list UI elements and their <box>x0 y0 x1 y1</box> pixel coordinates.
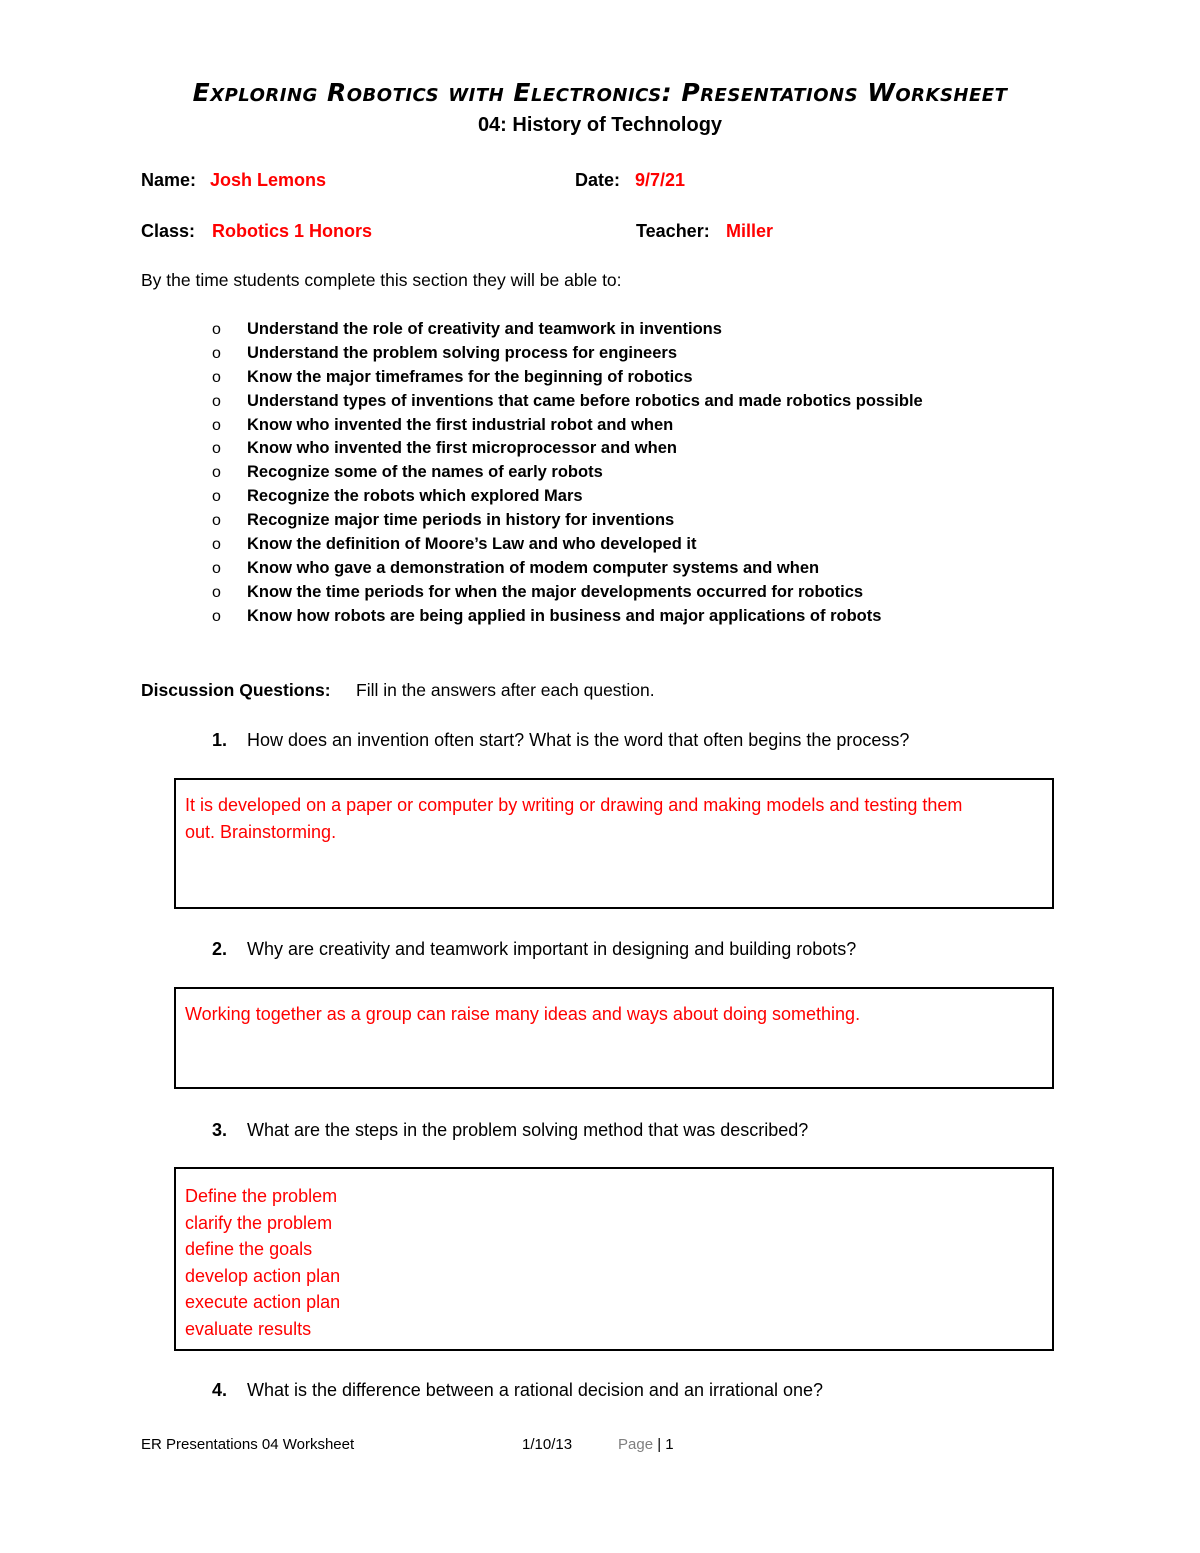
name-value: Josh Lemons <box>210 170 327 190</box>
footer-page <box>618 1436 674 1453</box>
objective-item <box>212 318 923 342</box>
bullet-icon: o <box>212 392 221 410</box>
page-separator: | <box>657 1436 662 1453</box>
objective-item <box>212 533 923 557</box>
answer-box[interactable] <box>174 1167 1054 1351</box>
question-number: 1. <box>212 730 228 750</box>
objective-text: Know how robots are being applied in business and major applications of robots <box>247 606 882 625</box>
bullet-icon: o <box>212 488 221 506</box>
bullet-icon: o <box>212 607 221 625</box>
bullet-icon: o <box>212 559 221 577</box>
bullet-icon: o <box>212 464 221 482</box>
discussion-label: Discussion Questions: <box>141 680 331 700</box>
bullet-icon: o <box>212 536 221 554</box>
page-number: 1 <box>665 1436 674 1453</box>
objective-text: Recognize the robots which explored Mars <box>247 487 583 506</box>
objective-text: Recognize major time periods in history for inventions <box>247 511 675 530</box>
objective-text: Understand types of inventions that came before robotics and made robotics possible <box>247 391 923 410</box>
class-value: Robotics 1 Honors <box>212 221 373 241</box>
worksheet-subtitle: 04: History of Technology <box>477 114 723 136</box>
objective-text: Understand the role of creativity and teamwork in inventions <box>247 320 722 338</box>
objective-item <box>212 366 923 390</box>
answer-text: Working together as a group can raise many ideas and ways about doing something. <box>185 1004 861 1024</box>
objective-text: Recognize some of the names of early robots <box>247 463 603 482</box>
objective-text: Understand the problem solving process for engineers <box>247 343 678 362</box>
date-label: Date: <box>575 170 621 190</box>
objective-item <box>212 461 923 485</box>
bullet-icon: o <box>212 512 221 530</box>
page-label: Page <box>618 1436 654 1453</box>
footer-date: 1/10/13 <box>522 1436 573 1453</box>
bullet-icon: o <box>212 368 221 386</box>
bullet-icon: o <box>212 440 221 458</box>
objective-item <box>212 485 923 509</box>
discussion-instructions: Fill in the answers after each question. <box>356 680 655 700</box>
objective-item <box>212 414 923 438</box>
bullet-icon: o <box>212 344 221 362</box>
objective-item <box>212 390 923 414</box>
objective-item <box>212 605 923 629</box>
objective-text: Know who invented the first microprocessor and when <box>247 439 677 458</box>
answer-box[interactable] <box>174 987 1054 1089</box>
objectives-list <box>212 318 923 629</box>
worksheet-title: Exploring Robotics with Electronics: Presentations Worksheet <box>192 78 1008 107</box>
objective-text: Know the major timeframes for the beginning of robotics <box>247 367 693 386</box>
answer-box[interactable] <box>174 778 1054 909</box>
question-text: How does an invention often start? What is the word that often begins the process? <box>247 730 910 750</box>
objective-item <box>212 557 923 581</box>
objective-item <box>212 509 923 533</box>
bullet-icon: o <box>212 321 221 338</box>
bullet-icon: o <box>212 583 221 601</box>
objective-item <box>212 342 923 366</box>
objective-text: Know the definition of Moore’s Law and who developed it <box>247 535 697 554</box>
bullet-icon: o <box>212 416 221 434</box>
question-number: 3. <box>212 1120 228 1140</box>
question-number: 2. <box>212 939 228 959</box>
answer-text: It is developed on a paper or computer by writing or drawing and making models and testing them out. Brainstorming. <box>185 795 963 842</box>
answer-text: Define the problem clarify the problem define the goals develop action plan execute action plan evaluate results <box>185 1186 341 1339</box>
date-value: 9/7/21 <box>635 170 686 190</box>
teacher-value: Miller <box>726 221 774 241</box>
name-label: Name: <box>141 170 197 190</box>
objective-item <box>212 437 923 461</box>
objective-item <box>212 581 923 605</box>
objective-text: Know the time periods for when the major developments occurred for robotics <box>247 582 864 601</box>
question-text: Why are creativity and teamwork important in designing and building robots? <box>247 939 857 959</box>
teacher-label: Teacher: <box>636 221 710 241</box>
question-text: What is the difference between a rational decision and an irrational one? <box>247 1380 824 1400</box>
question-number: 4. <box>212 1380 228 1400</box>
footer-doc-name: ER Presentations 04 Worksheet <box>141 1436 355 1453</box>
class-label: Class: <box>141 221 196 241</box>
objective-text: Know who gave a demonstration of modem computer systems and when <box>247 558 820 577</box>
objectives-intro: By the time students complete this section they will be able to: <box>141 270 622 290</box>
question-text: What are the steps in the problem solving method that was described? <box>247 1120 809 1140</box>
objective-text: Know who invented the first industrial robot and when <box>247 415 674 434</box>
